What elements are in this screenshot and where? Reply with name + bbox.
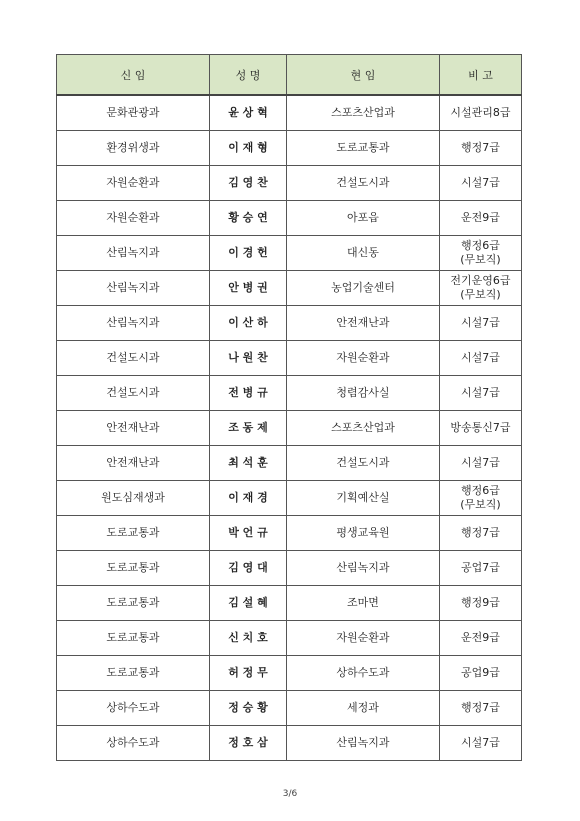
cell-new-post	[57, 446, 210, 481]
table-row	[57, 306, 522, 341]
cell-name	[210, 446, 287, 481]
table-header-row	[57, 55, 522, 96]
table-row	[57, 95, 522, 131]
cell-current-post	[287, 621, 440, 656]
cell-new-post-text: 도로교통과	[106, 631, 160, 644]
cell-name	[210, 516, 287, 551]
cell-remarks-text: 시설7급	[461, 351, 500, 364]
cell-current-post-text: 안전재난과	[336, 316, 390, 329]
cell-remarks	[440, 131, 522, 166]
cell-new-post-text: 자원순환과	[106, 176, 160, 189]
cell-current-post	[287, 376, 440, 411]
cell-name-text: 황 승 연	[228, 211, 268, 224]
table-row	[57, 726, 522, 761]
cell-new-post	[57, 341, 210, 376]
cell-remarks	[440, 166, 522, 201]
cell-remarks	[440, 271, 522, 306]
cell-name-text: 조 동 제	[228, 421, 268, 434]
cell-new-post-text: 상하수도과	[106, 736, 160, 749]
table-row	[57, 656, 522, 691]
cell-name-text: 최 석 훈	[228, 456, 268, 469]
cell-name-text: 윤 상 혁	[228, 106, 268, 119]
cell-current-post	[287, 726, 440, 761]
cell-name	[210, 341, 287, 376]
cell-current-post	[287, 656, 440, 691]
cell-current-post-text: 대신동	[347, 246, 379, 259]
cell-remarks-text: 행정6급 (무보직)	[460, 239, 501, 266]
cell-new-post-text: 건설도시과	[106, 386, 160, 399]
cell-current-post-text: 건설도시과	[336, 456, 390, 469]
table-row	[57, 131, 522, 166]
cell-name	[210, 131, 287, 166]
cell-name-text: 전 병 규	[228, 386, 268, 399]
table-row	[57, 621, 522, 656]
cell-new-post	[57, 481, 210, 516]
cell-new-post-text: 건설도시과	[106, 351, 160, 364]
cell-remarks-text: 시설7급	[461, 386, 500, 399]
cell-name	[210, 656, 287, 691]
table-row	[57, 446, 522, 481]
cell-name	[210, 201, 287, 236]
cell-remarks-text: 행정6급 (무보직)	[460, 484, 501, 511]
cell-remarks	[440, 341, 522, 376]
cell-remarks-text: 행정7급	[461, 526, 500, 539]
cell-remarks	[440, 691, 522, 726]
cell-new-post-text: 상하수도과	[106, 701, 160, 714]
cell-name	[210, 481, 287, 516]
header-current-post: 현 임	[287, 55, 440, 96]
cell-new-post	[57, 376, 210, 411]
cell-new-post	[57, 586, 210, 621]
table-row	[57, 166, 522, 201]
cell-name	[210, 236, 287, 271]
cell-name-text: 김 영 대	[228, 561, 268, 574]
cell-new-post	[57, 306, 210, 341]
cell-current-post	[287, 691, 440, 726]
cell-name-text: 안 병 권	[228, 281, 268, 294]
cell-new-post	[57, 516, 210, 551]
cell-current-post	[287, 166, 440, 201]
cell-remarks-text: 공업7급	[461, 561, 500, 574]
cell-new-post-text: 원도심재생과	[101, 491, 165, 504]
cell-current-post-text: 산림녹지과	[336, 561, 390, 574]
cell-current-post	[287, 516, 440, 551]
cell-current-post-text: 농업기술센터	[331, 281, 395, 294]
table-row	[57, 236, 522, 271]
cell-remarks-text: 행정7급	[461, 141, 500, 154]
cell-name-text: 김 영 찬	[228, 176, 268, 189]
table-row	[57, 271, 522, 306]
table-row	[57, 551, 522, 586]
cell-current-post-text: 조마면	[347, 596, 379, 609]
cell-remarks-text: 방송통신7급	[450, 421, 511, 434]
table-row	[57, 341, 522, 376]
cell-new-post	[57, 271, 210, 306]
cell-name-text: 허 정 무	[228, 666, 268, 679]
cell-new-post-text: 환경위생과	[106, 141, 160, 154]
cell-remarks-text: 운전9급	[461, 211, 500, 224]
cell-name-text: 정 호 삼	[228, 736, 268, 749]
cell-remarks-text: 시설7급	[461, 456, 500, 469]
table-row	[57, 201, 522, 236]
cell-name	[210, 271, 287, 306]
cell-new-post-text: 자원순환과	[106, 211, 160, 224]
cell-current-post-text: 청렴감사실	[336, 386, 390, 399]
header-remarks: 비 고	[440, 55, 522, 96]
cell-remarks	[440, 516, 522, 551]
cell-name	[210, 586, 287, 621]
cell-new-post	[57, 726, 210, 761]
cell-name-text: 이 경 헌	[228, 246, 268, 259]
cell-remarks-text: 행정7급	[461, 701, 500, 714]
cell-name	[210, 621, 287, 656]
cell-current-post-text: 건설도시과	[336, 176, 390, 189]
cell-current-post	[287, 586, 440, 621]
cell-remarks	[440, 656, 522, 691]
cell-new-post	[57, 131, 210, 166]
cell-remarks	[440, 95, 522, 131]
cell-new-post	[57, 166, 210, 201]
cell-current-post-text: 자원순환과	[336, 631, 390, 644]
cell-new-post-text: 문화관광과	[106, 106, 160, 119]
cell-current-post-text: 기획예산실	[336, 491, 390, 504]
cell-current-post-text: 아포읍	[347, 211, 379, 224]
cell-new-post	[57, 411, 210, 446]
cell-new-post-text: 산림녹지과	[106, 316, 160, 329]
cell-current-post	[287, 95, 440, 131]
cell-remarks	[440, 621, 522, 656]
table-row	[57, 481, 522, 516]
cell-name-text: 박 언 규	[228, 526, 268, 539]
cell-name	[210, 691, 287, 726]
cell-remarks	[440, 201, 522, 236]
cell-new-post	[57, 621, 210, 656]
cell-new-post	[57, 201, 210, 236]
header-name: 성 명	[210, 55, 287, 96]
cell-remarks-text: 운전9급	[461, 631, 500, 644]
cell-new-post-text: 도로교통과	[106, 561, 160, 574]
cell-remarks	[440, 376, 522, 411]
table-row	[57, 411, 522, 446]
cell-current-post	[287, 271, 440, 306]
cell-new-post-text: 안전재난과	[106, 456, 160, 469]
table-row	[57, 586, 522, 621]
cell-remarks-text: 행정9급	[461, 596, 500, 609]
cell-current-post	[287, 236, 440, 271]
cell-remarks-text: 시설관리8급	[450, 106, 511, 119]
cell-name-text: 신 치 호	[228, 631, 268, 644]
cell-new-post	[57, 656, 210, 691]
cell-name	[210, 551, 287, 586]
cell-current-post	[287, 411, 440, 446]
cell-remarks	[440, 726, 522, 761]
cell-remarks	[440, 551, 522, 586]
cell-current-post-text: 도로교통과	[336, 141, 390, 154]
personnel-table	[56, 54, 522, 761]
cell-remarks-text: 시설7급	[461, 176, 500, 189]
cell-name	[210, 411, 287, 446]
cell-new-post-text: 도로교통과	[106, 596, 160, 609]
cell-current-post-text: 스포츠산업과	[331, 106, 395, 119]
cell-current-post	[287, 341, 440, 376]
cell-name	[210, 726, 287, 761]
cell-new-post-text: 안전재난과	[106, 421, 160, 434]
cell-remarks	[440, 306, 522, 341]
header-new-post: 신 임	[57, 55, 210, 96]
cell-name	[210, 95, 287, 131]
cell-current-post-text: 자원순환과	[336, 351, 390, 364]
cell-name-text: 이 산 하	[228, 316, 268, 329]
cell-remarks-text: 전기운영6급 (무보직)	[450, 274, 511, 301]
table-row	[57, 691, 522, 726]
cell-current-post	[287, 201, 440, 236]
cell-remarks	[440, 411, 522, 446]
cell-new-post	[57, 236, 210, 271]
cell-current-post-text: 상하수도과	[336, 666, 390, 679]
cell-current-post	[287, 551, 440, 586]
cell-name-text: 이 재 형	[228, 141, 268, 154]
cell-remarks-text: 공업9급	[461, 666, 500, 679]
cell-remarks	[440, 236, 522, 271]
cell-current-post	[287, 481, 440, 516]
cell-new-post	[57, 95, 210, 131]
cell-new-post-text: 도로교통과	[106, 526, 160, 539]
table-row	[57, 376, 522, 411]
cell-new-post	[57, 691, 210, 726]
table-body	[57, 95, 522, 761]
cell-remarks	[440, 586, 522, 621]
cell-current-post	[287, 131, 440, 166]
cell-remarks-text: 시설7급	[461, 736, 500, 749]
cell-current-post	[287, 446, 440, 481]
cell-name-text: 김 설 혜	[228, 596, 268, 609]
cell-remarks	[440, 446, 522, 481]
cell-name-text: 정 승 황	[228, 701, 268, 714]
cell-remarks	[440, 481, 522, 516]
cell-name-text: 나 원 찬	[228, 351, 268, 364]
cell-new-post	[57, 551, 210, 586]
cell-name	[210, 376, 287, 411]
cell-name	[210, 306, 287, 341]
cell-current-post-text: 세정과	[347, 701, 379, 714]
cell-new-post-text: 산림녹지과	[106, 246, 160, 259]
cell-current-post-text: 산림녹지과	[336, 736, 390, 749]
cell-current-post-text: 스포츠산업과	[331, 421, 395, 434]
cell-new-post-text: 도로교통과	[106, 666, 160, 679]
cell-current-post	[287, 306, 440, 341]
cell-new-post-text: 산림녹지과	[106, 281, 160, 294]
cell-name	[210, 166, 287, 201]
cell-remarks-text: 시설7급	[461, 316, 500, 329]
cell-name-text: 이 재 경	[228, 491, 268, 504]
cell-current-post-text: 평생교육원	[336, 526, 390, 539]
table-row	[57, 516, 522, 551]
page-number: 3/6	[282, 789, 298, 799]
